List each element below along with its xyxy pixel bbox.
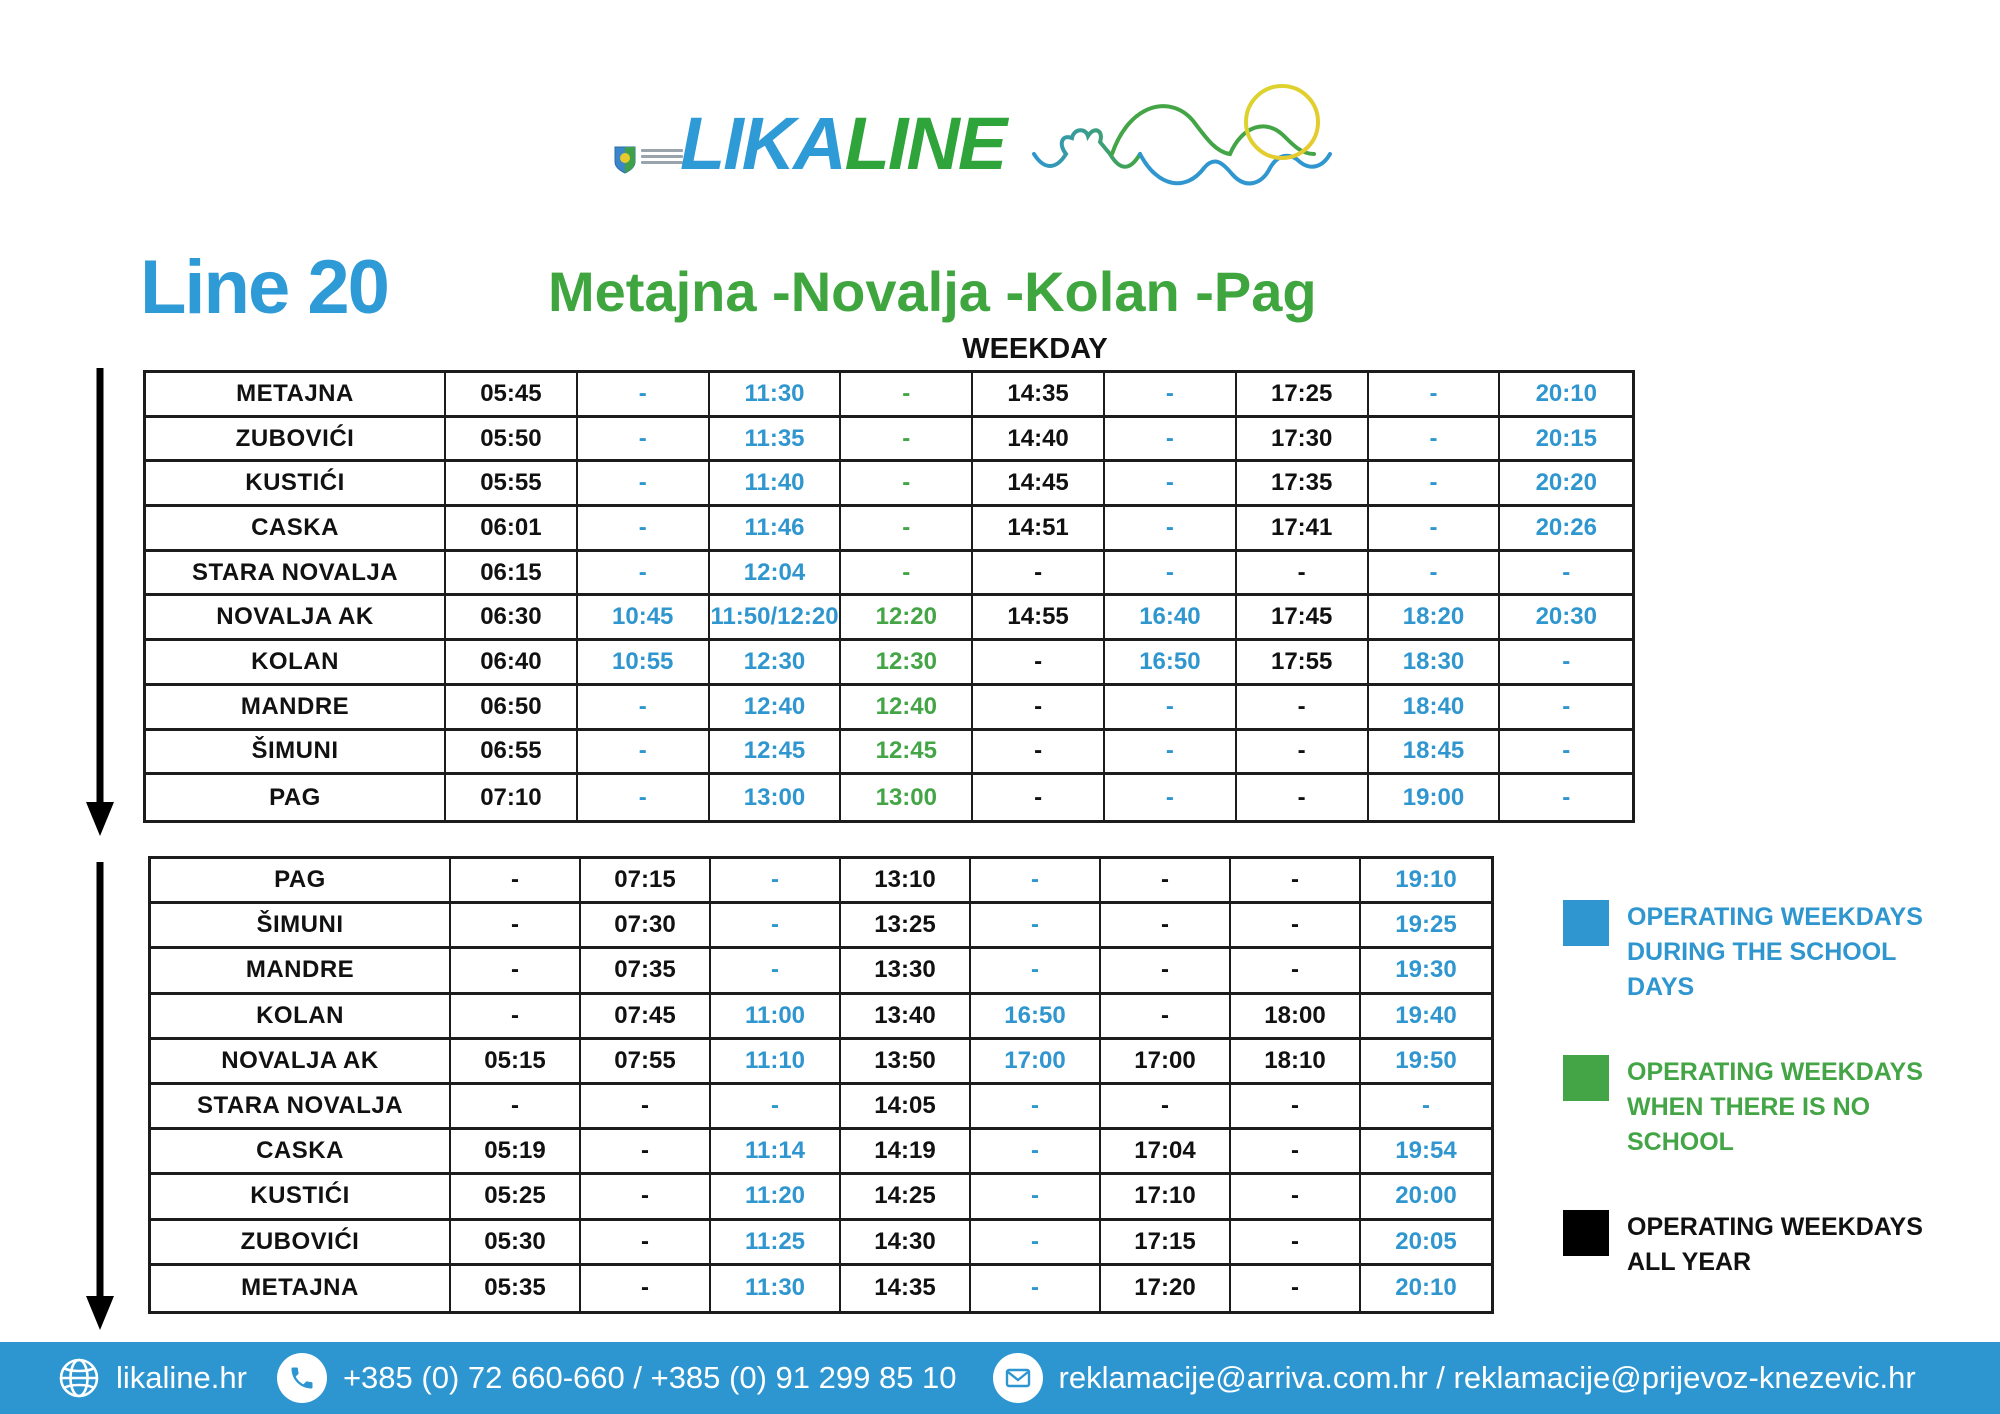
time-cell: - <box>1231 1175 1361 1220</box>
time-cell: 11:35 <box>710 418 842 463</box>
legend-item <box>1563 1055 1983 1160</box>
time-cell: - <box>1105 775 1237 820</box>
time-cell: 17:41 <box>1237 507 1369 552</box>
time-cell: - <box>971 1221 1101 1266</box>
footer-bar <box>0 1342 2000 1414</box>
time-cell: - <box>711 1085 841 1130</box>
time-cell: 17:20 <box>1101 1266 1231 1311</box>
time-cell: 05:30 <box>451 1221 581 1266</box>
time-cell: 11:50/12:20 <box>710 596 842 641</box>
coat-of-arms <box>614 146 683 174</box>
email-icon <box>993 1353 1043 1403</box>
time-cell: 06:50 <box>446 686 578 731</box>
time-cell: - <box>711 859 841 904</box>
time-cell: 18:45 <box>1369 731 1501 776</box>
station-cell: KUSTIĆI <box>146 462 446 507</box>
time-cell: - <box>1369 418 1501 463</box>
time-cell: - <box>711 949 841 994</box>
time-cell: - <box>1231 1266 1361 1311</box>
time-cell: - <box>841 373 973 418</box>
time-cell: - <box>578 507 710 552</box>
outbound-table <box>143 370 1635 823</box>
time-cell: 06:01 <box>446 507 578 552</box>
time-cell: 06:40 <box>446 641 578 686</box>
time-cell: - <box>1237 686 1369 731</box>
time-cell: - <box>1105 373 1237 418</box>
time-cell: 13:10 <box>841 859 971 904</box>
time-cell: - <box>1237 552 1369 597</box>
time-cell: 17:55 <box>1237 641 1369 686</box>
legend-label: OPERATING WEEKDAYS WHEN THERE IS NO SCHOOL <box>1627 1058 1923 1156</box>
time-cell: 17:45 <box>1237 596 1369 641</box>
time-cell: 05:55 <box>446 462 578 507</box>
time-cell: - <box>1500 552 1632 597</box>
station-cell: NOVALJA AK <box>151 1040 451 1085</box>
time-cell: - <box>581 1221 711 1266</box>
time-cell: 14:35 <box>973 373 1105 418</box>
time-cell: - <box>1562 783 1571 811</box>
time-cell: - <box>711 904 841 949</box>
time-cell: 13:00 <box>710 775 842 820</box>
time-cell: - <box>1105 731 1237 776</box>
time-cell: 11:25 <box>711 1221 841 1266</box>
time-cell: - <box>451 949 581 994</box>
time-cell: - <box>1231 949 1361 994</box>
time-cell: 20:20 <box>1500 462 1632 507</box>
time-cell: 11:00 <box>711 995 841 1040</box>
time-cell: - <box>1101 1085 1231 1130</box>
time-cell: 20:15 <box>1500 418 1632 463</box>
legend-label: OPERATING WEEKDAYS ALL YEAR <box>1627 1213 1923 1276</box>
station-cell: NOVALJA AK <box>146 596 446 641</box>
station-cell: ZUBOVIĆI <box>146 418 446 463</box>
time-cell: - <box>973 686 1105 731</box>
time-cell: 17:04 <box>1101 1130 1231 1175</box>
time-cell: 17:35 <box>1237 462 1369 507</box>
time-cell: 12:04 <box>710 552 842 597</box>
station-cell: STARA NOVALJA <box>146 552 446 597</box>
line-number-title: Line 20 <box>140 245 388 330</box>
time-cell: 11:46 <box>710 507 842 552</box>
time-cell: 19:10 <box>1361 859 1491 904</box>
time-cell: - <box>973 731 1105 776</box>
time-cell: - <box>578 775 710 820</box>
time-cell: 10:45 <box>578 596 710 641</box>
time-cell: - <box>1369 507 1501 552</box>
time-cell: - <box>451 995 581 1040</box>
time-cell: 10:55 <box>578 641 710 686</box>
time-cell: 18:40 <box>1369 686 1501 731</box>
time-cell: - <box>1237 775 1369 820</box>
time-cell: - <box>1231 1130 1361 1175</box>
time-cell: - <box>1500 641 1632 686</box>
legend-item <box>1563 900 1983 1005</box>
time-cell: 18:30 <box>1369 641 1501 686</box>
time-cell: 17:30 <box>1237 418 1369 463</box>
time-cell: - <box>1500 686 1632 731</box>
time-cell: 11:30 <box>711 1266 841 1311</box>
time-cell: 05:19 <box>451 1130 581 1175</box>
coat-of-arms-icon <box>614 146 636 174</box>
station-cell: METAJNA <box>151 1266 451 1311</box>
time-cell: - <box>1237 731 1369 776</box>
time-cell: - <box>1105 552 1237 597</box>
time-cell: - <box>1231 1085 1361 1130</box>
time-cell: 17:25 <box>1237 373 1369 418</box>
brand-logo <box>680 104 1005 184</box>
legend-swatch <box>1563 900 1609 946</box>
time-cell: - <box>971 1085 1101 1130</box>
time-cell: 16:50 <box>1105 641 1237 686</box>
time-cell: 17:00 <box>971 1040 1101 1085</box>
time-cell: 14:51 <box>973 507 1105 552</box>
legend-swatch <box>1563 1055 1609 1101</box>
time-cell: 13:40 <box>841 995 971 1040</box>
time-cell: 20:30 <box>1500 596 1632 641</box>
time-cell: - <box>1369 552 1501 597</box>
time-cell: 19:00 <box>1369 775 1501 820</box>
globe-icon <box>56 1355 102 1401</box>
station-cell: ZUBOVIĆI <box>151 1221 451 1266</box>
legend-label: OPERATING WEEKDAYS DURING THE SCHOOL DAYS <box>1627 903 1923 1001</box>
time-cell: 12:30 <box>841 641 973 686</box>
route-title: Metajna -Novalja -Kolan -Pag <box>548 260 1317 323</box>
time-cell: 11:30 <box>710 373 842 418</box>
station-cell: CASKA <box>151 1130 451 1175</box>
time-cell: 18:00 <box>1231 995 1361 1040</box>
time-cell: - <box>451 859 581 904</box>
time-cell: - <box>578 552 710 597</box>
time-cell: - <box>1369 373 1501 418</box>
time-cell: - <box>1231 1221 1361 1266</box>
time-cell: 07:55 <box>581 1040 711 1085</box>
time-cell: 12:40 <box>841 686 973 731</box>
time-cell: 13:00 <box>841 775 973 820</box>
time-cell: - <box>971 1175 1101 1220</box>
footer-email: reklamacije@arriva.com.hr / reklamacije@prijevoz-knezevic.hr <box>1058 1360 1916 1395</box>
footer-website: likaline.hr <box>116 1360 247 1395</box>
time-cell: 19:50 <box>1361 1040 1491 1085</box>
station-cell: ŠIMUNI <box>146 731 446 776</box>
time-cell: - <box>973 775 1105 820</box>
time-cell: - <box>1361 1085 1491 1130</box>
time-cell: - <box>971 1266 1101 1311</box>
time-cell: - <box>578 686 710 731</box>
brand-logo-line: LINE <box>844 102 1006 185</box>
time-cell: - <box>1101 995 1231 1040</box>
logo-wave-art <box>1000 76 1400 206</box>
station-cell: ŠIMUNI <box>151 904 451 949</box>
legend <box>1563 900 1983 1280</box>
time-cell: 06:30 <box>446 596 578 641</box>
direction-arrow-return <box>78 860 122 1332</box>
station-cell: CASKA <box>146 507 446 552</box>
time-cell: 07:15 <box>581 859 711 904</box>
time-cell: - <box>841 462 973 507</box>
time-cell: 20:26 <box>1500 507 1632 552</box>
station-cell: STARA NOVALJA <box>151 1085 451 1130</box>
time-cell: - <box>1231 904 1361 949</box>
time-cell: 11:40 <box>710 462 842 507</box>
time-cell: 06:15 <box>446 552 578 597</box>
time-cell: 05:35 <box>451 1266 581 1311</box>
time-cell: 17:10 <box>1101 1175 1231 1220</box>
time-cell: 20:10 <box>1395 1274 1457 1302</box>
time-cell: - <box>578 418 710 463</box>
time-cell: 19:25 <box>1361 904 1491 949</box>
time-cell: - <box>581 1175 711 1220</box>
time-cell: 06:55 <box>446 731 578 776</box>
legend-swatch <box>1563 1210 1609 1256</box>
time-cell: 19:30 <box>1361 949 1491 994</box>
time-cell: 19:40 <box>1361 995 1491 1040</box>
time-cell: 14:19 <box>841 1130 971 1175</box>
phone-icon <box>277 1353 327 1403</box>
time-cell: 07:35 <box>581 949 711 994</box>
time-cell: 19:54 <box>1361 1130 1491 1175</box>
time-cell: 14:25 <box>841 1175 971 1220</box>
time-cell: 14:35 <box>841 1266 971 1311</box>
time-cell: - <box>973 552 1105 597</box>
time-cell: - <box>841 552 973 597</box>
footer-phone: +385 (0) 72 660-660 / +385 (0) 91 299 85 10 <box>342 1360 957 1395</box>
time-cell: 20:10 <box>1500 373 1632 418</box>
time-cell: 12:20 <box>841 596 973 641</box>
time-cell: 14:05 <box>841 1085 971 1130</box>
time-cell: 05:45 <box>446 373 578 418</box>
time-cell: 13:30 <box>841 949 971 994</box>
return-table <box>148 856 1494 1314</box>
time-cell: 05:50 <box>446 418 578 463</box>
time-cell: - <box>841 507 973 552</box>
time-cell: - <box>971 859 1101 904</box>
time-cell: 18:10 <box>1231 1040 1361 1085</box>
time-cell: 16:40 <box>1105 596 1237 641</box>
time-cell: 13:50 <box>841 1040 971 1085</box>
time-cell: - <box>578 462 710 507</box>
time-cell: 05:25 <box>451 1175 581 1220</box>
time-cell: - <box>1105 462 1237 507</box>
time-cell: 11:14 <box>711 1130 841 1175</box>
time-cell: 07:10 <box>446 775 578 820</box>
time-cell: - <box>1105 418 1237 463</box>
time-cell: - <box>581 1130 711 1175</box>
station-cell: METAJNA <box>146 373 446 418</box>
time-cell: - <box>1369 462 1501 507</box>
station-cell: MANDRE <box>151 949 451 994</box>
time-cell: 17:00 <box>1101 1040 1231 1085</box>
time-cell: - <box>1105 507 1237 552</box>
time-cell: 13:25 <box>841 904 971 949</box>
time-cell: - <box>451 1085 581 1130</box>
station-cell: KOLAN <box>146 641 446 686</box>
time-cell: - <box>1101 904 1231 949</box>
legend-item <box>1563 1210 1983 1280</box>
time-cell: 18:20 <box>1369 596 1501 641</box>
time-cell: 11:10 <box>711 1040 841 1085</box>
time-cell: - <box>971 904 1101 949</box>
time-cell: 20:00 <box>1361 1175 1491 1220</box>
time-cell: 17:15 <box>1101 1221 1231 1266</box>
direction-arrow-outbound <box>78 366 122 838</box>
time-cell: - <box>578 373 710 418</box>
time-cell: 07:30 <box>581 904 711 949</box>
coat-of-arms-caption <box>641 149 683 167</box>
time-cell: 05:15 <box>451 1040 581 1085</box>
time-cell: 11:20 <box>711 1175 841 1220</box>
station-cell: PAG <box>151 859 451 904</box>
time-cell: - <box>578 731 710 776</box>
time-cell: 12:45 <box>841 731 973 776</box>
brand-logo-lika: LIKA <box>680 102 845 185</box>
time-cell: - <box>1500 731 1632 776</box>
time-cell: - <box>973 641 1105 686</box>
time-cell: 12:45 <box>710 731 842 776</box>
station-cell: PAG <box>146 775 446 820</box>
time-cell: - <box>581 1085 711 1130</box>
time-cell: 14:40 <box>973 418 1105 463</box>
time-cell: - <box>971 1130 1101 1175</box>
time-cell: - <box>971 949 1101 994</box>
time-cell: 16:50 <box>971 995 1101 1040</box>
time-cell: - <box>1231 859 1361 904</box>
time-cell: - <box>1105 686 1237 731</box>
time-cell: - <box>1101 949 1231 994</box>
time-cell: 14:30 <box>841 1221 971 1266</box>
time-cell: 14:45 <box>973 462 1105 507</box>
time-cell: - <box>841 418 973 463</box>
weekday-header: WEEKDAY <box>962 333 1108 365</box>
time-cell: 12:30 <box>710 641 842 686</box>
time-cell: 12:40 <box>710 686 842 731</box>
time-cell: - <box>451 904 581 949</box>
station-cell: KUSTIĆI <box>151 1175 451 1220</box>
time-cell: - <box>1101 859 1231 904</box>
time-cell: - <box>581 1266 711 1311</box>
time-cell: 14:55 <box>973 596 1105 641</box>
station-cell: KOLAN <box>151 995 451 1040</box>
time-cell: 20:05 <box>1361 1221 1491 1266</box>
station-cell: MANDRE <box>146 686 446 731</box>
time-cell: 07:45 <box>581 995 711 1040</box>
